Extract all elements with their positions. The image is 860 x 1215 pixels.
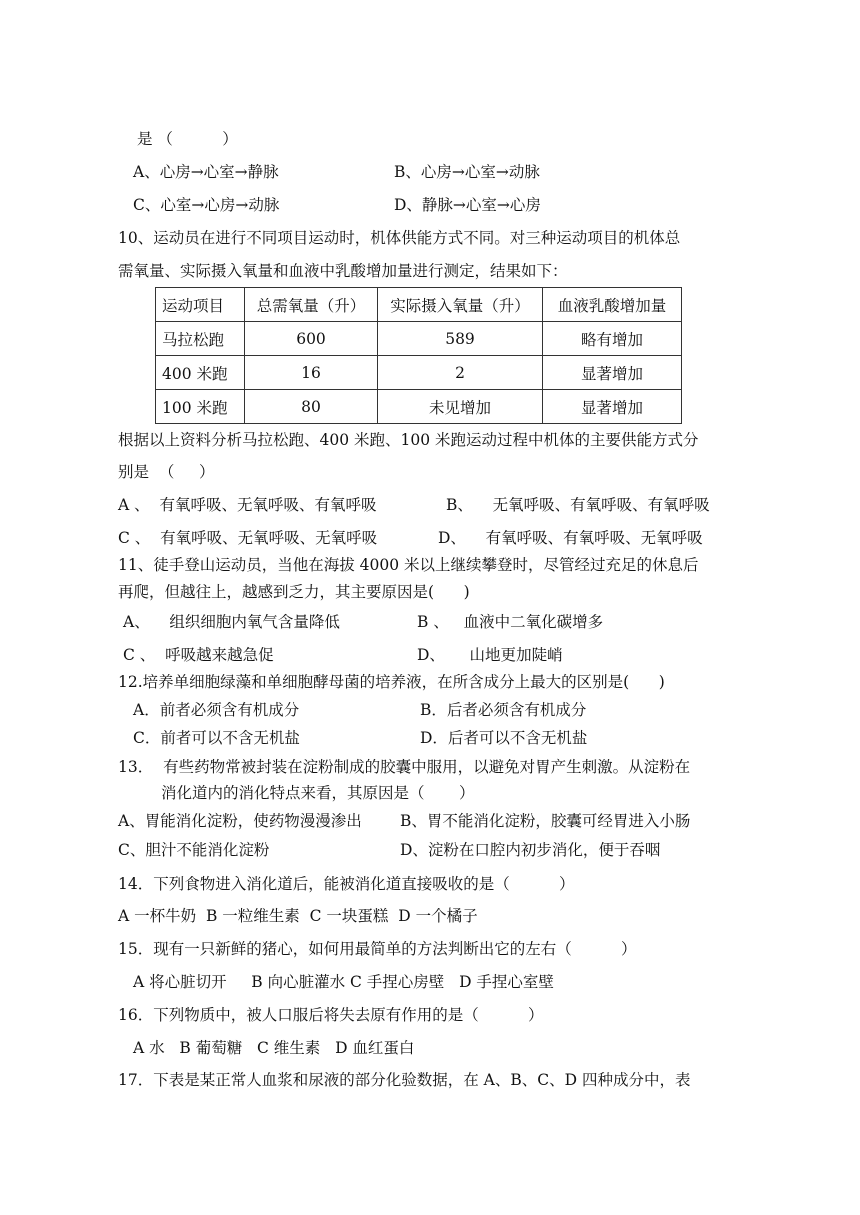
q10-question-line2: 别是 （ ）	[118, 463, 215, 481]
table-cell: 显著增加	[543, 356, 682, 390]
table-cell: 显著增加	[543, 390, 682, 424]
q11-stem-line1: 11、徒手登山运动员，当他在海拔 4000 米以上继续攀登时，尽管经过充足的休息后	[118, 556, 699, 574]
table-cell: 马拉松跑	[156, 322, 245, 356]
q11-stem-line2: 再爬，但越往上，越感到乏力，其主要原因是( )	[118, 583, 470, 601]
q11-option-b: B 、 血液中二氧化碳增多	[417, 613, 604, 631]
q12-option-b: B．后者必须含有机成分	[420, 701, 587, 719]
q10-option-d: D、 有氧呼吸、有氧呼吸、无氧呼吸	[438, 529, 703, 547]
table-header-row	[156, 288, 682, 322]
q14-stem: 14．下列食物进入消化道后，能被消化道直接吸收的是（ ）	[118, 875, 575, 893]
q9-stem-end: 是 （ ）	[137, 130, 238, 148]
q10-option-b: B、 无氧呼吸、有氧呼吸、有氧呼吸	[446, 496, 710, 514]
q12-option-c: C．前者可以不含无机盐	[133, 729, 300, 747]
table-cell: 100 米跑	[156, 390, 245, 424]
table-header-cell: 血液乳酸增加量	[543, 288, 682, 322]
q15-stem: 15．现有一只新鲜的猪心，如何用最简单的方法判断出它的左右（ ）	[118, 940, 637, 958]
q14-options: A 一杯牛奶 B 一粒维生素 C 一块蛋糕 D 一个橘子	[118, 907, 478, 925]
q10-option-c: C 、 有氧呼吸、无氧呼吸、无氧呼吸	[118, 529, 378, 547]
q10-question-line1: 根据以上资料分析马拉松跑、400 米跑、100 米跑运动过程中机体的主要供能方式分	[118, 431, 699, 449]
table-cell: 略有增加	[543, 322, 682, 356]
q16-stem: 16．下列物质中，被人口服后将失去原有作用的是（ ）	[118, 1006, 544, 1024]
q13-stem-line2: 消化道内的消化特点来看，其原因是（ ）	[161, 784, 475, 802]
q13-option-b: B、胃不能消化淀粉，胶囊可经胃进入小肠	[400, 812, 691, 830]
q17-stem: 17．下表是某正常人血浆和尿液的部分化验数据，在 A、B、C、D 四种成分中，表	[118, 1071, 691, 1089]
q12-option-d: D．后者可以不含无机盐	[420, 729, 588, 747]
q12-option-a: A．前者必须含有机成分	[133, 701, 300, 719]
table-cell: 80	[245, 390, 378, 424]
q10-stem-line2: 需氧量、实际摄入氧量和血液中乳酸增加量进行测定，结果如下：	[118, 262, 568, 280]
q11-option-d: D、 山地更加陡峭	[417, 646, 563, 664]
q11-option-a: A、 组织细胞内氧气含量降低	[123, 613, 340, 631]
table-header-cell: 实际摄入氧量（升）	[378, 288, 543, 322]
table-row	[156, 356, 682, 390]
q13-stem-line1: 13． 有些药物常被封装在淀粉制成的胶囊中服用，以避免对胃产生刺激。从淀粉在	[118, 758, 691, 776]
q10-option-a: A 、 有氧呼吸、无氧呼吸、有氧呼吸	[118, 496, 377, 514]
table-cell: 589	[378, 322, 543, 356]
q13-option-a: A、胃能消化淀粉，使药物漫漫渗出	[118, 812, 362, 830]
table-row	[156, 322, 682, 356]
q10-stem-line1: 10、运动员在进行不同项目运动时，机体供能方式不同。对三种运动项目的机体总	[118, 229, 681, 247]
q15-options: A 将心脏切开 B 向心脏灌水 C 手捏心房壁 D 手捏心室壁	[133, 973, 554, 991]
q9-option-a: A、心房→心室→静脉	[133, 163, 279, 181]
q9-option-c: C、心室→心房→动脉	[133, 196, 280, 214]
q9-option-d: D、静脉→心室→心房	[394, 196, 541, 214]
table-cell: 未见增加	[378, 390, 543, 424]
table-header-cell: 总需氧量（升）	[245, 288, 378, 322]
q12-stem: 12.培养单细胞绿藻和单细胞酵母菌的培养液，在所含成分上最大的区别是( )	[118, 673, 665, 691]
table-cell: 16	[245, 356, 378, 390]
table-row	[156, 390, 682, 424]
q11-option-c: C 、 呼吸越来越急促	[123, 646, 274, 664]
table-cell: 2	[378, 356, 543, 390]
q16-options: A 水 B 葡萄糖 C 维生素 D 血红蛋白	[133, 1039, 415, 1057]
q13-option-d: D、淀粉在口腔内初步消化，便于吞咽	[400, 841, 661, 859]
table-cell: 400 米跑	[156, 356, 245, 390]
table-cell: 600	[245, 322, 378, 356]
q9-option-b: B、心房→心室→动脉	[394, 163, 540, 181]
table-header-cell: 运动项目	[156, 288, 245, 322]
exercise-oxygen-table	[155, 287, 682, 424]
q13-option-c: C、胆汁不能消化淀粉	[118, 841, 270, 859]
